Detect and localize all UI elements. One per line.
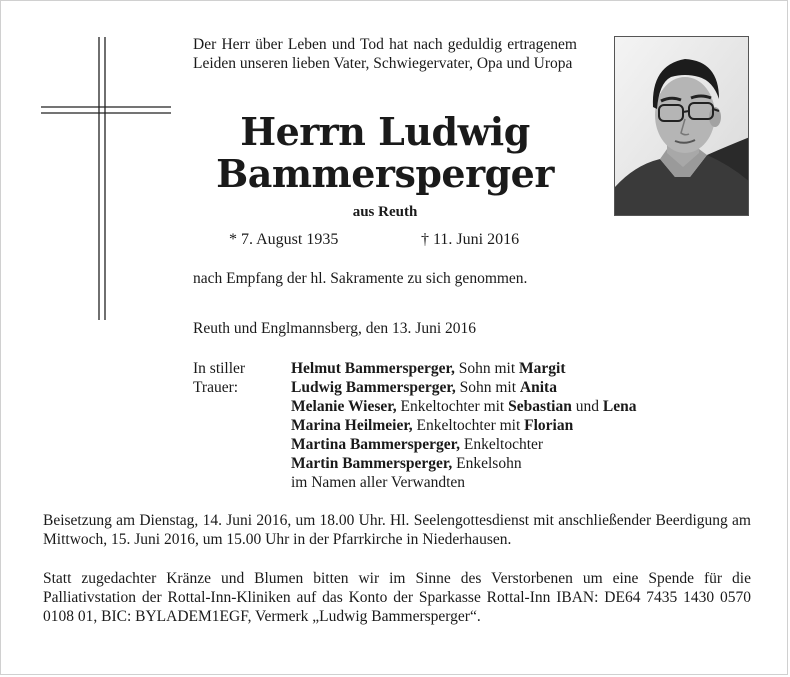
mourner-name: Marina Heilmeier,: [291, 417, 413, 434]
place-date: Reuth und Englmannsberg, den 13. Juni 2016: [193, 320, 476, 337]
mourner-relation: Enkelsohn: [452, 455, 522, 472]
mourner-conjunction: und: [571, 398, 603, 415]
mourner-partner: Margit: [519, 360, 566, 377]
mourner-name: Martina Bammersperger,: [291, 436, 461, 453]
mourner-row: [291, 435, 761, 454]
mourner-partner: Anita: [519, 379, 557, 396]
mourner-name: Ludwig Bammersperger,: [291, 379, 456, 396]
mourners-list: [291, 359, 761, 492]
cross-icon: [41, 37, 171, 320]
origin: aus Reuth: [352, 204, 418, 220]
mourning-label-line-2: Trauer:: [193, 379, 239, 396]
portrait-photo: [614, 36, 749, 216]
mourner-relation: Sohn mit: [454, 360, 520, 377]
deceased-name: [193, 111, 577, 195]
mourning-label-line-1: In stiller: [193, 360, 246, 377]
mourner-name: Helmut Bammersperger,: [291, 360, 455, 377]
mourner-row: [291, 416, 761, 435]
mourner-partner: Sebastian: [508, 398, 572, 415]
mourner-name: Martin Bammersperger,: [291, 455, 453, 472]
mourner-relation: Enkeltochter: [460, 436, 544, 453]
sacrament-text: nach Empfang der hl. Sakramente zu sich genommen.: [193, 270, 528, 287]
name-line-1: Herrn Ludwig: [240, 109, 530, 154]
funeral-details: Beisetzung am Dienstag, 14. Juni 2016, um 18.00 Uhr. Hl. Seelengottesdienst mit anschließender Beerdigung am Mittwoch, 15. Juni 2016, um 15.00 Uhr in der Pfarrkirche in Niederhausen.: [43, 512, 751, 548]
name-line-2: Bammersperger: [216, 151, 554, 196]
intro-text: Der Herr über Leben und Tod hat nach geduldig ertragenem Leiden unseren lieben Vater, Schwiegervater, Opa und Uropa: [193, 36, 577, 72]
mourner-name: Melanie Wieser,: [291, 398, 397, 415]
mourner-row: [291, 378, 761, 397]
birth-date: * 7. August 1935: [229, 231, 339, 248]
mourner-row: [291, 454, 761, 473]
donation-request: Statt zugedachter Kränze und Blumen bitten wir im Sinne des Verstorbenen um eine Spende für die Palliativstation der Rottal-Inn-Kliniken auf das Konto der Sparkasse Rottal-Inn IBAN: DE64 7435 1430 0570 0108 01, BIC: BYLADEM1EGF, Vermerk „Ludwig Bammersperger“.: [43, 570, 751, 625]
death-date: † 11. Juni 2016: [421, 231, 520, 248]
mourning-label: [193, 359, 245, 397]
mourner-relation: Sohn mit: [455, 379, 520, 396]
mourner-partner: Lena: [602, 398, 637, 415]
mourner-row: [291, 359, 761, 378]
mourner-row: [291, 397, 761, 416]
mourner-partner: Florian: [524, 417, 574, 434]
mourning-closing: im Namen aller Verwandten: [291, 474, 466, 491]
mourner-relation: Enkeltochter mit: [412, 417, 525, 434]
mourner-relation: Enkeltochter mit: [396, 398, 509, 415]
